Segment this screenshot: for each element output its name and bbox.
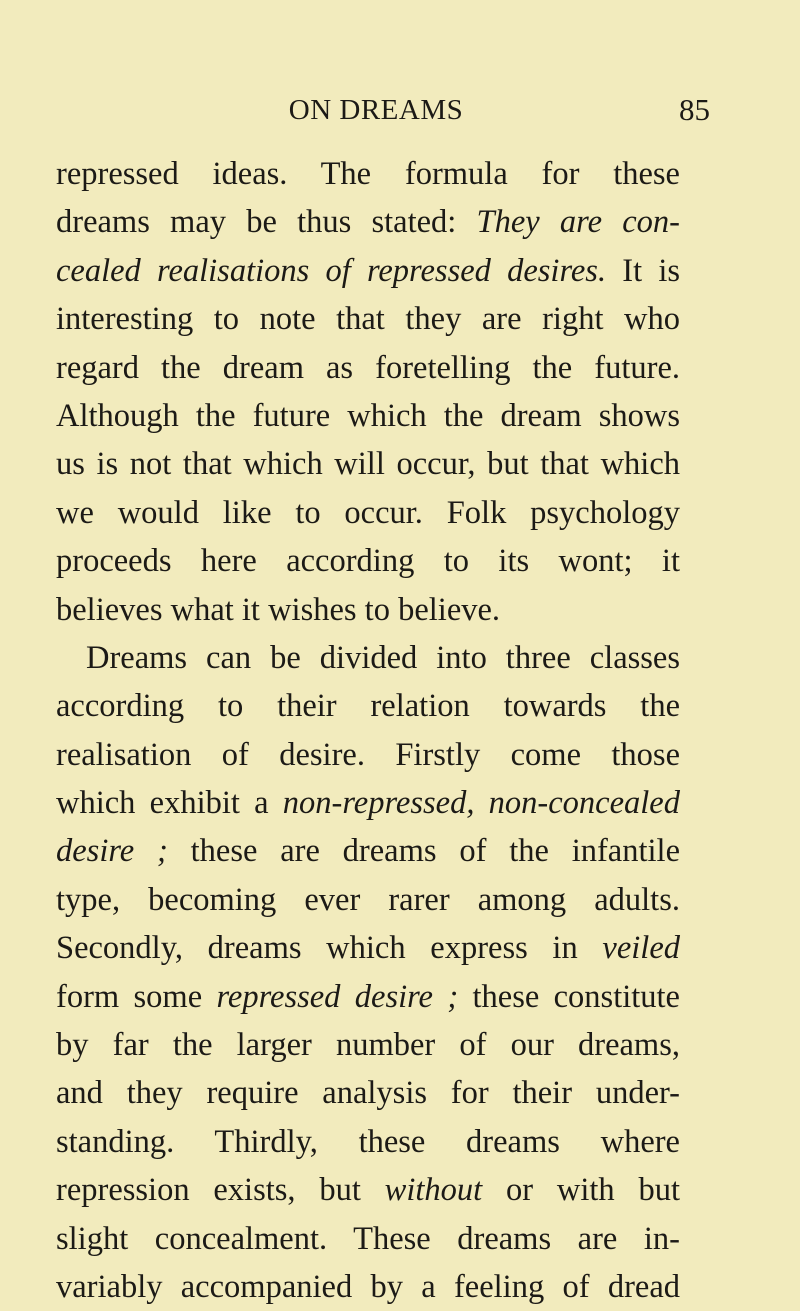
text-line: dreams may be thus stated: They are con-: [56, 204, 681, 241]
text-line: believes what it wishes to believe.: [56, 591, 501, 628]
text-line: cealed realisations of repressed desires. It is: [56, 252, 681, 289]
text-line: Dreams can be divided into three classes: [86, 639, 680, 676]
page-header: [56, 88, 710, 132]
text-line: desire ; these are dreams of the infantile: [56, 833, 680, 870]
text-line: and they require analysis for their under-: [56, 1075, 680, 1112]
text-line: standing. Thirdly, these dreams where: [56, 1123, 680, 1160]
text-line: by far the larger number of our dreams,: [56, 1027, 680, 1064]
text-line: Although the future which the dream shows: [56, 397, 680, 434]
text-line: interesting to note that they are right who: [56, 301, 680, 338]
text-line: we would like to occur. Folk psychology: [56, 494, 680, 531]
text-line: realisation of desire. Firstly come those: [56, 736, 680, 773]
text-line: Secondly, dreams which express in veiled: [56, 930, 680, 967]
text-line: repressed ideas. The formula for these: [56, 156, 680, 192]
page-number: 85: [679, 92, 710, 127]
body-text: [56, 150, 680, 1311]
text-line: form some repressed desire ; these constitute: [56, 978, 680, 1015]
text-line: proceeds here according to its wont; it: [56, 543, 680, 580]
text-line: us is not that which will occur, but that which: [56, 446, 680, 483]
text-line: type, becoming ever rarer among adults.: [56, 881, 680, 918]
running-head: ON DREAMS: [288, 94, 464, 126]
text-line: according to their relation towards the: [56, 688, 680, 725]
text-line: regard the dream as foretelling the future.: [56, 349, 680, 386]
text-line: variably accompanied by a feeling of dread: [56, 1268, 680, 1305]
text-line: slight concealment. These dreams are in-: [56, 1220, 680, 1257]
text-line: repression exists, but without or with but: [56, 1172, 680, 1209]
text-line: which exhibit a non-repressed, non-concealed: [56, 785, 680, 822]
